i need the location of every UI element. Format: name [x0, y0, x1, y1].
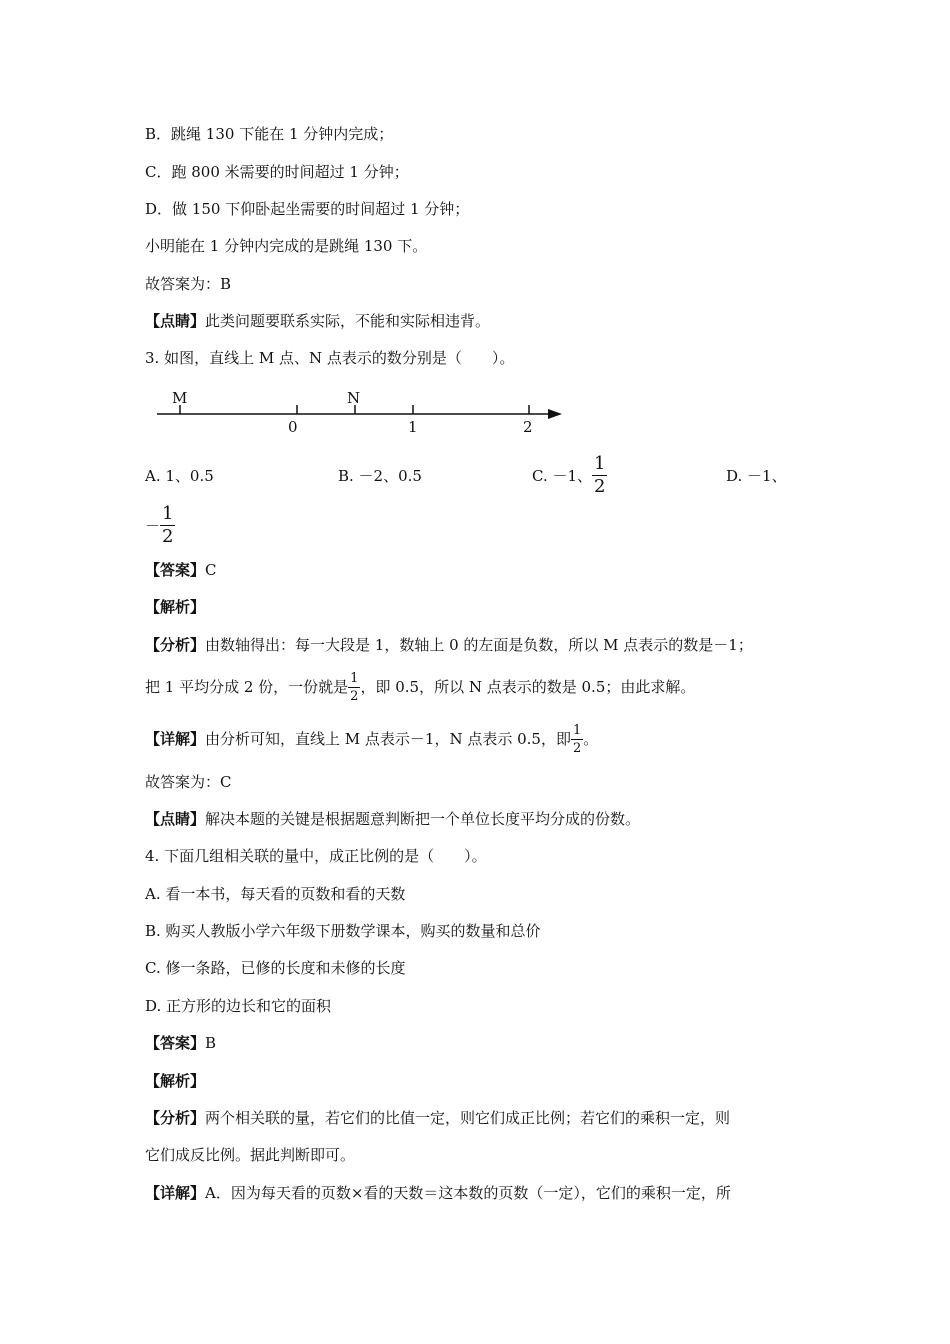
q3-option-c	[532, 455, 607, 496]
q3-option-d-sign: －	[145, 516, 161, 535]
q3-fenxi-2	[145, 672, 695, 702]
q4-answer	[145, 1033, 216, 1053]
fraction-denominator: 2	[350, 688, 359, 704]
fraction-denominator: 2	[594, 476, 606, 497]
q3-option-d-value	[145, 505, 175, 546]
q3-option-a: A. 1、0.5	[145, 467, 214, 485]
tick-label-2: 2	[523, 418, 533, 436]
fraction-numerator: 1	[572, 722, 582, 738]
q4-fenxi-text-1: 两个相关联的量，若它们的比值一定，则它们成正比例；若它们的乘积一定，则	[205, 1109, 731, 1127]
q4-option-a: A. 看一本书，每天看的页数和看的天数	[145, 885, 406, 903]
q3-stem: 3. 如图，直线上 M 点、N 点表示的数分别是（ ）。	[145, 349, 515, 367]
q3-tip-text: 解决本题的关键是根据题意判断把一个单位长度平均分成的份数。	[205, 810, 641, 828]
q3-detail-text-b: 。	[583, 730, 599, 748]
q3-option-b: B. －2、0.5	[338, 467, 422, 485]
q3-fenxi-text-1: 由数轴得出：每一大段是 1，数轴上 0 的左面是负数，所以 M 点表示的数是－1；	[205, 636, 753, 654]
q3-answer-value: C	[205, 561, 217, 579]
q4-option-b: B. 购买人教版小学六年级下册数学课本，购买的数量和总价	[145, 922, 541, 940]
q4-fenxi-tag: 【分析】	[145, 1109, 206, 1127]
label-n: N	[347, 389, 361, 407]
q3-fenxi-tag: 【分析】	[145, 636, 206, 654]
q4-stem: 4. 下面几组相关联的量中，成正比例的是（ ）。	[145, 847, 487, 865]
q3-detail-tag: 【详解】	[145, 730, 206, 748]
q3-option-c-prefix: C. －1、	[532, 466, 593, 485]
q2-tip-tag: 【点睛】	[145, 312, 206, 330]
q2-option-d: D．做 150 下仰卧起坐需要的时间超过 1 分钟；	[145, 200, 470, 218]
q3-analysis-tag: 【解析】	[145, 598, 206, 616]
q4-answer-tag: 【答案】	[145, 1034, 206, 1052]
q3-tip-tag: 【点睛】	[145, 810, 206, 828]
q3-detail	[145, 724, 598, 754]
q2-option-c: C．跑 800 米需要的时间超过 1 分钟；	[145, 163, 409, 181]
q4-fenxi-2: 它们成反比例。据此判断即可。	[145, 1146, 356, 1164]
q4-fenxi-1	[145, 1108, 730, 1128]
q3-tip	[145, 809, 640, 829]
q4-option-d: D. 正方形的边长和它的面积	[145, 997, 332, 1015]
number-line-arrow	[548, 409, 562, 419]
fraction-denominator: 2	[572, 740, 582, 756]
q4-detail-text: A．因为每天看的页数×看的天数＝这本数的页数（一定），它们的乘积一定，所	[205, 1184, 731, 1202]
fraction-numerator: 1	[350, 670, 359, 686]
q3-detail-fraction	[571, 724, 583, 755]
q2-option-b: B．跳绳 130 下能在 1 分钟内完成；	[145, 125, 394, 143]
q3-fenxi-1	[145, 635, 753, 655]
q4-detail-tag: 【详解】	[145, 1184, 206, 1202]
fraction-numerator: 1	[162, 503, 174, 524]
fraction-denominator: 2	[162, 526, 174, 547]
q3-fenxi-text-2b: ，即 0.5，所以 N 点表示的数是 0.5；由此求解。	[360, 678, 696, 696]
label-m: M	[172, 389, 188, 407]
q3-option-d: D. －1、	[726, 467, 787, 485]
q2-answer-line: 故答案为：B	[145, 275, 232, 293]
q3-answer	[145, 560, 217, 580]
q4-detail	[145, 1183, 731, 1203]
q2-conclusion: 小明能在 1 分钟内完成的是跳绳 130 下。	[145, 237, 428, 255]
q2-tip-text: 此类问题要联系实际，不能和实际相违背。	[205, 312, 491, 330]
q3-option-d-fraction	[160, 505, 175, 546]
q4-answer-value: B	[205, 1034, 217, 1052]
q3-detail-text-a: 由分析可知，直线上 M 点表示－1，N 点表示 0.5，即	[205, 730, 571, 748]
q3-answer-tag: 【答案】	[145, 561, 206, 579]
q4-option-c: C. 修一条路，已修的长度和未修的长度	[145, 959, 406, 977]
q3-answer-line: 故答案为：C	[145, 773, 232, 791]
q3-fenxi-text-2a: 把 1 平均分成 2 份，一份就是	[145, 678, 349, 696]
q3-fenxi-fraction	[348, 672, 360, 703]
tick-label-1: 1	[408, 418, 418, 436]
q3-option-c-fraction	[592, 455, 607, 496]
q4-analysis-tag: 【解析】	[145, 1072, 206, 1090]
fraction-numerator: 1	[594, 453, 606, 474]
tick-label-0: 0	[288, 418, 298, 436]
